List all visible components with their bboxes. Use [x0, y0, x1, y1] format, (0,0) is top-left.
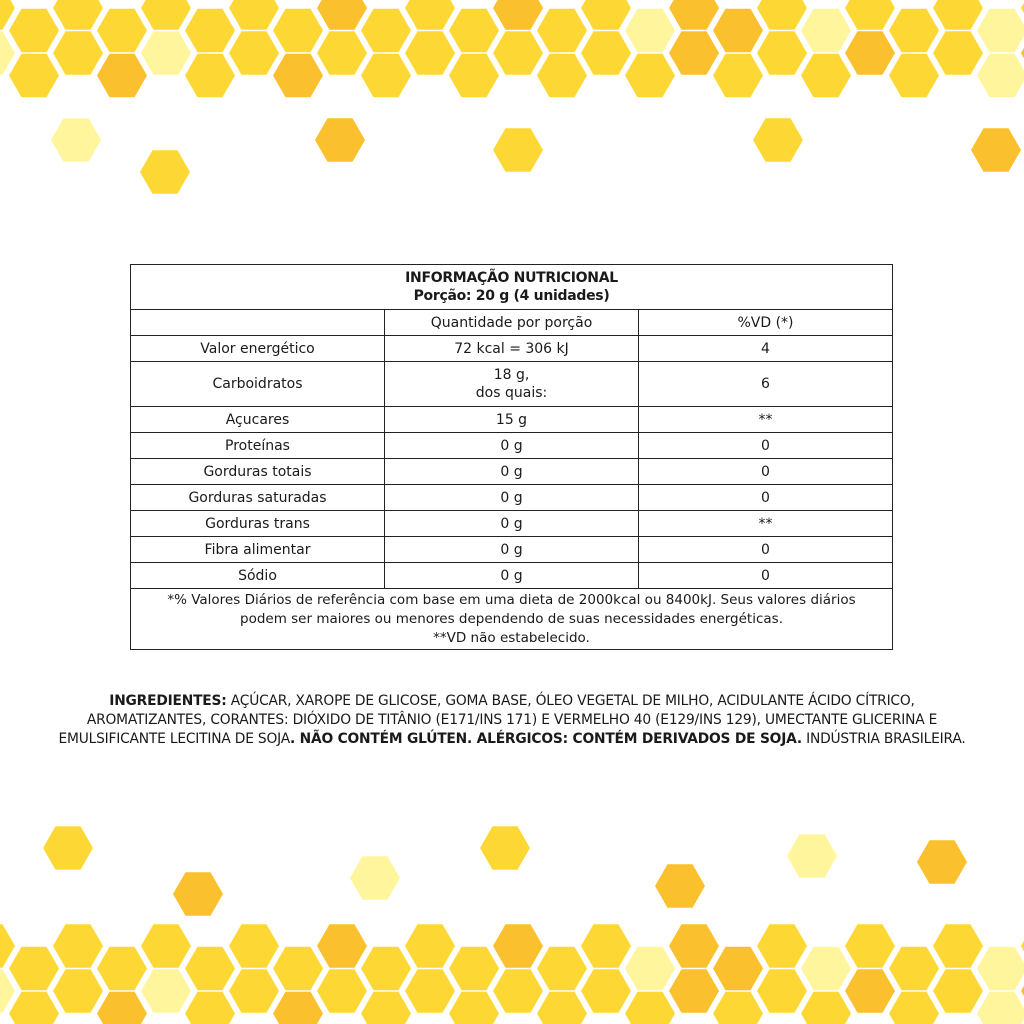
honeycomb-hexagon-icon [625, 54, 675, 97]
honeycomb-hexagon-icon [273, 9, 323, 52]
honeycomb-hexagon-icon [141, 969, 191, 1012]
honeycomb-top-decoration [0, 0, 1024, 210]
honeycomb-hexagon-icon [317, 969, 367, 1012]
honeycomb-hexagon-icon [845, 924, 895, 967]
ingredients-label: INGREDIENTES: [109, 692, 227, 709]
honeycomb-hexagon-icon [405, 31, 455, 74]
nutrient-name: Fibra alimentar [131, 537, 385, 563]
honeycomb-hexagon-icon [273, 992, 323, 1024]
honeycomb-hexagon-icon [669, 31, 719, 74]
honeycomb-hexagon-icon [173, 872, 223, 915]
table-row [131, 563, 893, 589]
nutrient-name: Sódio [131, 563, 385, 589]
nutrient-name: Valor energético [131, 336, 385, 362]
honeycomb-hexagon-icon [889, 947, 939, 990]
nutrient-quantity: 0 g [385, 485, 639, 511]
honeycomb-hexagon-icon [977, 54, 1024, 97]
nutrient-vd: 0 [639, 459, 893, 485]
table-row [131, 537, 893, 563]
honeycomb-hexagon-icon [801, 9, 851, 52]
table-header-row [131, 310, 893, 336]
honeycomb-hexagon-icon [933, 0, 983, 30]
table-title: INFORMAÇÃO NUTRICIONAL [405, 270, 618, 286]
nutrient-name: Gorduras totais [131, 459, 385, 485]
honeycomb-hexagon-icon [273, 54, 323, 97]
honeycomb-hexagon-icon [713, 947, 763, 990]
nutrient-vd: 0 [639, 537, 893, 563]
table-row [131, 433, 893, 459]
honeycomb-hexagon-icon [971, 128, 1021, 171]
honeycomb-hexagon-icon [933, 924, 983, 967]
honeycomb-hexagon-icon [315, 118, 365, 161]
honeycomb-hexagon-icon [845, 969, 895, 1012]
honeycomb-hexagon-icon [757, 0, 807, 30]
honeycomb-hexagon-icon [845, 0, 895, 30]
honeycomb-hexagon-icon [757, 31, 807, 74]
ingredients-list: AÇÚCAR, XAROPE DE GLICOSE, GOMA BASE, ÓLEO VEGETAL DE MILHO, ACIDULANTE ÁCIDO CÍTRICO, AROMATIZANTES, CORANTES: DIÓXIDO DE TITÂNIO (E171/INS 171) E VERMELHO 40 (E129/INS 129), UMECTANTE GLICERINA E EMULSIFICANTE LECITINA DE SOJA [58, 692, 938, 747]
footnote-daily-values-cont: podem ser maiores ou menores dependendo de suas necessidades energéticas. [240, 610, 783, 627]
nutrient-vd: 6 [639, 362, 893, 407]
honeycomb-hexagon-icon [361, 992, 411, 1024]
origin-statement: INDÚSTRIA BRASILEIRA. [801, 730, 966, 747]
header-nutrient [131, 310, 385, 336]
honeycomb-hexagon-icon [361, 54, 411, 97]
honeycomb-bottom-decoration [0, 814, 1024, 1024]
honeycomb-hexagon-icon [493, 924, 543, 967]
honeycomb-hexagon-icon [713, 54, 763, 97]
honeycomb-hexagon-icon [0, 969, 15, 1012]
honeycomb-hexagon-icon [977, 9, 1024, 52]
honeycomb-hexagon-icon [229, 924, 279, 967]
honeycomb-hexagon-icon [449, 54, 499, 97]
honeycomb-hexagon-icon [493, 969, 543, 1012]
honeycomb-hexagon-icon [787, 834, 837, 877]
nutrient-name: Açucares [131, 407, 385, 433]
header-vd: %VD (*) [639, 310, 893, 336]
honeycomb-hexagon-icon [317, 0, 367, 30]
table-row [131, 459, 893, 485]
honeycomb-hexagon-icon [581, 31, 631, 74]
honeycomb-hexagon-icon [655, 864, 705, 907]
honeycomb-hexagon-icon [140, 150, 190, 193]
nutrient-quantity: 18 g, [493, 367, 530, 383]
honeycomb-hexagon-icon [350, 856, 400, 899]
honeycomb-hexagon-icon [801, 947, 851, 990]
honeycomb-hexagon-icon [581, 969, 631, 1012]
nutrient-vd: ** [639, 511, 893, 537]
nutrient-vd: 0 [639, 563, 893, 589]
nutrient-quantity: 0 g [385, 459, 639, 485]
allergen-warning: . NÃO CONTÉM GLÚTEN. ALÉRGICOS: CONTÉM DERIVADOS DE SOJA. [290, 730, 802, 747]
honeycomb-hexagon-icon [361, 947, 411, 990]
nutrient-name: Proteínas [131, 433, 385, 459]
nutrient-vd: ** [639, 407, 893, 433]
honeycomb-hexagon-icon [273, 947, 323, 990]
honeycomb-hexagon-icon [449, 947, 499, 990]
honeycomb-hexagon-icon [493, 0, 543, 30]
honeycomb-hexagon-icon [493, 128, 543, 171]
honeycomb-hexagon-icon [141, 924, 191, 967]
honeycomb-hexagon-icon [449, 9, 499, 52]
table-row [131, 407, 893, 433]
honeycomb-hexagon-icon [537, 947, 587, 990]
honeycomb-hexagon-icon [757, 969, 807, 1012]
nutrient-quantity: 72 kcal = 306 kJ [385, 336, 639, 362]
honeycomb-hexagon-icon [801, 54, 851, 97]
honeycomb-hexagon-icon [229, 969, 279, 1012]
honeycomb-hexagon-icon [537, 9, 587, 52]
honeycomb-hexagon-icon [480, 826, 530, 869]
honeycomb-hexagon-icon [97, 9, 147, 52]
nutrient-name: Carboidratos [131, 362, 385, 407]
honeycomb-hexagon-icon [9, 947, 59, 990]
portion-size: Porção: 20 g (4 unidades) [413, 288, 610, 304]
table-row [131, 485, 893, 511]
nutrient-quantity-cell [385, 362, 639, 407]
honeycomb-hexagon-icon [141, 0, 191, 30]
honeycomb-hexagon-icon [493, 31, 543, 74]
honeycomb-hexagon-icon [51, 118, 101, 161]
honeycomb-hexagon-icon [185, 54, 235, 97]
honeycomb-hexagon-icon [801, 992, 851, 1024]
honeycomb-hexagon-icon [917, 840, 967, 883]
table-footnote-row [131, 589, 893, 650]
honeycomb-hexagon-icon [97, 54, 147, 97]
honeycomb-hexagon-icon [141, 31, 191, 74]
honeycomb-hexagon-icon [537, 54, 587, 97]
honeycomb-hexagon-icon [625, 992, 675, 1024]
honeycomb-hexagon-icon [669, 0, 719, 30]
honeycomb-hexagon-icon [845, 31, 895, 74]
table-title-cell [131, 265, 893, 310]
honeycomb-hexagon-icon [449, 992, 499, 1024]
honeycomb-hexagon-icon [53, 969, 103, 1012]
nutrient-vd: 4 [639, 336, 893, 362]
honeycomb-hexagon-icon [537, 992, 587, 1024]
honeycomb-hexagon-icon [889, 9, 939, 52]
nutrient-name: Gorduras trans [131, 511, 385, 537]
footnote-daily-values: *% Valores Diários de referência com base em uma dieta de 2000kcal ou 8400kJ. Seus valores diários [167, 591, 856, 608]
honeycomb-hexagon-icon [185, 9, 235, 52]
nutrient-vd: 0 [639, 433, 893, 459]
honeycomb-hexagon-icon [97, 947, 147, 990]
honeycomb-hexagon-icon [229, 31, 279, 74]
honeycomb-hexagon-icon [669, 969, 719, 1012]
table-title-row [131, 265, 893, 310]
honeycomb-hexagon-icon [229, 0, 279, 30]
table-footnote-cell [131, 589, 893, 650]
nutrition-facts-table [130, 264, 893, 650]
honeycomb-hexagon-icon [753, 118, 803, 161]
table-row [131, 336, 893, 362]
nutrient-vd: 0 [639, 485, 893, 511]
honeycomb-hexagon-icon [581, 924, 631, 967]
nutrient-quantity: 0 g [385, 433, 639, 459]
table-row [131, 362, 893, 407]
nutrient-quantity: 15 g [385, 407, 639, 433]
honeycomb-hexagon-icon [43, 826, 93, 869]
honeycomb-hexagon-icon [889, 992, 939, 1024]
honeycomb-hexagon-icon [9, 54, 59, 97]
honeycomb-hexagon-icon [0, 924, 15, 967]
honeycomb-hexagon-icon [185, 992, 235, 1024]
honeycomb-hexagon-icon [625, 947, 675, 990]
honeycomb-hexagon-icon [317, 31, 367, 74]
honeycomb-hexagon-icon [97, 992, 147, 1024]
honeycomb-hexagon-icon [405, 969, 455, 1012]
honeycomb-hexagon-icon [9, 992, 59, 1024]
honeycomb-hexagon-icon [757, 924, 807, 967]
nutrient-quantity: 0 g [385, 511, 639, 537]
honeycomb-hexagon-icon [669, 924, 719, 967]
honeycomb-hexagon-icon [933, 969, 983, 1012]
honeycomb-hexagon-icon [317, 924, 367, 967]
nutrient-name: Gorduras saturadas [131, 485, 385, 511]
honeycomb-hexagon-icon [405, 924, 455, 967]
honeycomb-hexagon-icon [977, 992, 1024, 1024]
header-quantity: Quantidade por porção [385, 310, 639, 336]
honeycomb-hexagon-icon [625, 9, 675, 52]
honeycomb-hexagon-icon [889, 54, 939, 97]
honeycomb-hexagon-icon [405, 0, 455, 30]
honeycomb-hexagon-icon [53, 924, 103, 967]
honeycomb-hexagon-icon [361, 9, 411, 52]
honeycomb-hexagon-icon [977, 947, 1024, 990]
table-row [131, 511, 893, 537]
nutrient-quantity: 0 g [385, 537, 639, 563]
nutrient-quantity-note: dos quais: [475, 385, 548, 401]
honeycomb-hexagon-icon [185, 947, 235, 990]
honeycomb-hexagon-icon [53, 0, 103, 30]
honeycomb-hexagon-icon [713, 9, 763, 52]
honeycomb-hexagon-icon [0, 31, 15, 74]
ingredients-paragraph [55, 692, 969, 749]
honeycomb-hexagon-icon [581, 0, 631, 30]
footnote-vd-not-established: **VD não estabelecido. [433, 629, 590, 646]
nutrient-quantity: 0 g [385, 563, 639, 589]
honeycomb-hexagon-icon [53, 31, 103, 74]
honeycomb-hexagon-icon [9, 9, 59, 52]
honeycomb-hexagon-icon [713, 992, 763, 1024]
honeycomb-hexagon-icon [0, 0, 15, 30]
honeycomb-hexagon-icon [933, 31, 983, 74]
